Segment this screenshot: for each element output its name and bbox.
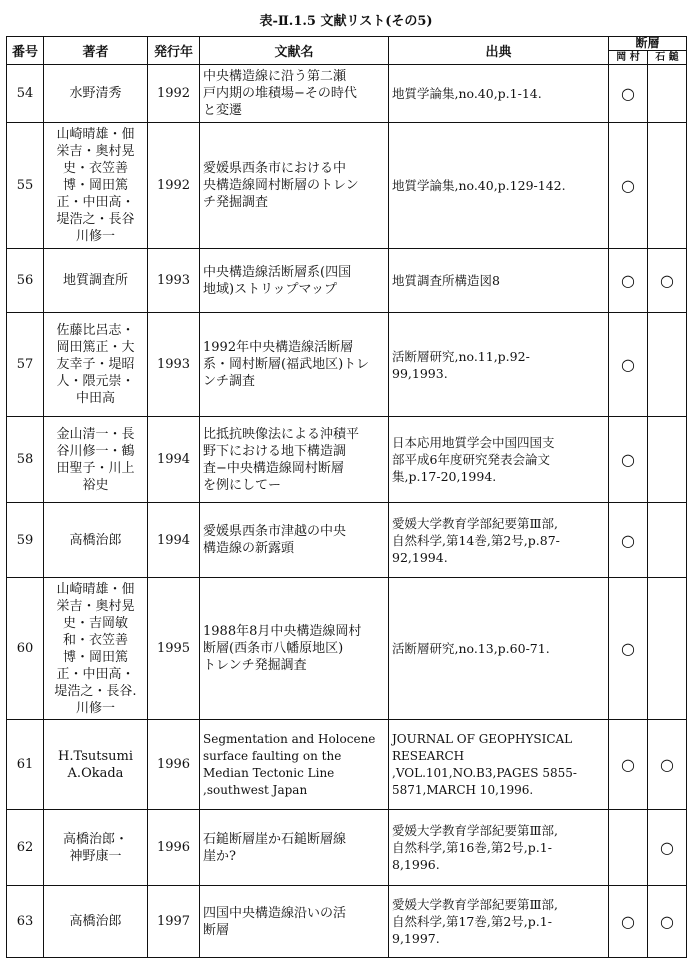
row-author: 水野清秀 (44, 65, 148, 123)
table-row (7, 123, 687, 249)
row-mark-okamura: ○ (609, 417, 648, 503)
row-mark-ishizuchi (648, 65, 687, 123)
table-row (7, 313, 687, 417)
row-mark-okamura: ○ (609, 503, 648, 578)
header-fault (609, 37, 687, 65)
row-mark-okamura: ○ (609, 123, 648, 249)
row-source: 愛媛大学教育学部紀要第Ⅲ部, 自然科学,第17巻,第2号,p.1- 9,1997. (389, 886, 609, 958)
header-fault-label: 断層 (609, 37, 686, 51)
row-title: 愛媛県西条市における中 央構造線岡村断層のトレン チ発掘調査 (200, 123, 389, 249)
row-year: 1996 (148, 720, 200, 810)
row-title: 四国中央構造線沿いの活 断層 (200, 886, 389, 958)
literature-table (6, 36, 687, 958)
row-mark-ishizuchi (648, 578, 687, 720)
table-row (7, 810, 687, 886)
row-year: 1994 (148, 417, 200, 503)
table-row (7, 578, 687, 720)
table-header-row (7, 37, 687, 65)
row-mark-okamura: ○ (609, 886, 648, 958)
row-number: 55 (7, 123, 44, 249)
row-author: 山崎晴雄・佃 栄吉・奥村晃 史・吉岡敏 和・衣笠善 博・岡田篤 正・中田高・ 堤浩之・長谷. 川修一 (44, 578, 148, 720)
row-title: Segmentation and Holocene surface faulting on the Median Tectonic Line ,southwest Japan (200, 720, 389, 810)
row-number: 58 (7, 417, 44, 503)
row-number: 59 (7, 503, 44, 578)
table-row (7, 886, 687, 958)
table-row (7, 417, 687, 503)
table-row (7, 65, 687, 123)
row-year: 1992 (148, 65, 200, 123)
row-mark-okamura: ○ (609, 249, 648, 313)
row-title: 石鎚断層崖か石鎚断層線 崖か? (200, 810, 389, 886)
row-title: 比抵抗映像法による沖積平 野下における地下構造調 査−中央構造線岡村断層 を例にしてー (200, 417, 389, 503)
row-source: 地質学論集,no.40,p.129-142. (389, 123, 609, 249)
row-title: 中央構造線活断層系(四国 地域)ストリップマップ (200, 249, 389, 313)
row-number: 56 (7, 249, 44, 313)
row-source: 活断層研究,no.13,p.60-71. (389, 578, 609, 720)
row-year: 1993 (148, 249, 200, 313)
row-year: 1996 (148, 810, 200, 886)
row-year: 1994 (148, 503, 200, 578)
row-number: 57 (7, 313, 44, 417)
row-number: 62 (7, 810, 44, 886)
row-source: 日本応用地質学会中国四国支 部平成6年度研究発表会論文 集,p.17-20,1994. (389, 417, 609, 503)
row-mark-ishizuchi (648, 503, 687, 578)
row-source: 愛媛大学教育学部紀要第Ⅲ部, 自然科学,第16巻,第2号,p.1- 8,1996. (389, 810, 609, 886)
row-mark-ishizuchi (648, 417, 687, 503)
row-title: 中央構造線に沿う第二瀬 戸内期の堆積場−その時代 と変遷 (200, 65, 389, 123)
row-author: 佐藤比呂志・ 岡田篤正・大 友幸子・堤昭 人・隈元崇・ 中田高 (44, 313, 148, 417)
row-title: 1988年8月中央構造線岡村 断層(西条市八幡原地区) トレンチ発掘調査 (200, 578, 389, 720)
row-year: 1997 (148, 886, 200, 958)
row-author: 高橋治郎 (44, 886, 148, 958)
header-source: 出典 (389, 37, 609, 65)
row-year: 1993 (148, 313, 200, 417)
row-source: 地質調査所構造図8 (389, 249, 609, 313)
row-title: 1992年中央構造線活断層 系・岡村断層(福武地区)トレ ンチ調査 (200, 313, 389, 417)
row-source: 地質学論集,no.40,p.1-14. (389, 65, 609, 123)
row-mark-ishizuchi: ○ (648, 886, 687, 958)
row-source: 活断層研究,no.11,p.92- 99,1993. (389, 313, 609, 417)
header-fault-ishizuchi: 石 鎚 (655, 52, 679, 63)
table-row (7, 503, 687, 578)
row-year: 1995 (148, 578, 200, 720)
table-row (7, 720, 687, 810)
header-author: 著者 (44, 37, 148, 65)
row-mark-ishizuchi (648, 123, 687, 249)
row-author: 金山清一・長 谷川修一・鶴 田聖子・川上 裕史 (44, 417, 148, 503)
row-author: 高橋治郎・ 神野康一 (44, 810, 148, 886)
row-mark-ishizuchi: ○ (648, 720, 687, 810)
row-source: JOURNAL OF GEOPHYSICAL RESEARCH ,VOL.101,NO.B3,PAGES 5855- 5871,MARCH 10,1996. (389, 720, 609, 810)
row-mark-ishizuchi (648, 313, 687, 417)
header-year: 発行年 (148, 37, 200, 65)
row-number: 60 (7, 578, 44, 720)
header-fault-okamura: 岡 村 (609, 51, 648, 64)
row-author: 高橋治郎 (44, 503, 148, 578)
row-author: 山崎晴雄・佃 栄吉・奥村晃 史・衣笠善 博・岡田篤 正・中田高・ 堤浩之・長谷 川修一 (44, 123, 148, 249)
row-mark-okamura: ○ (609, 313, 648, 417)
header-number: 番号 (7, 37, 44, 65)
row-year: 1992 (148, 123, 200, 249)
row-title: 愛媛県西条市津越の中央 構造線の新露頭 (200, 503, 389, 578)
row-mark-okamura: ○ (609, 578, 648, 720)
row-mark-okamura: ○ (609, 65, 648, 123)
page-title: 表-Ⅱ.1.5 文献リスト(その5) (259, 14, 433, 29)
header-title: 文献名 (200, 37, 389, 65)
row-mark-ishizuchi: ○ (648, 249, 687, 313)
row-mark-ishizuchi: ○ (648, 810, 687, 886)
row-source: 愛媛大学教育学部紀要第Ⅲ部, 自然科学,第14巻,第2号,p.87- 92,1994. (389, 503, 609, 578)
row-number: 54 (7, 65, 44, 123)
row-author: 地質調査所 (44, 249, 148, 313)
row-mark-okamura: ○ (609, 720, 648, 810)
row-number: 61 (7, 720, 44, 810)
row-author: H.Tsutsumi A.Okada (44, 720, 148, 810)
table-row (7, 249, 687, 313)
row-mark-okamura (609, 810, 648, 886)
row-number: 63 (7, 886, 44, 958)
